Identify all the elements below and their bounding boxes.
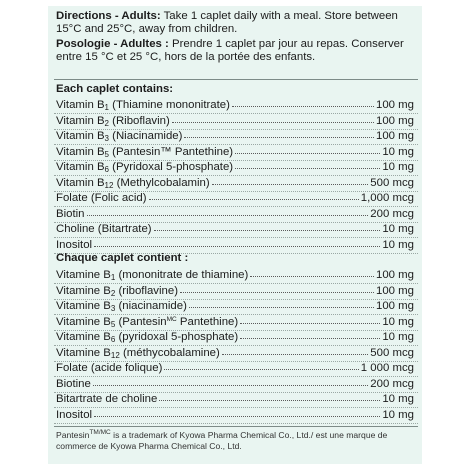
nutrient-row (56, 299, 414, 314)
nutrient-name: Vitamine $B_6$ (pyridoxal 5-phosphate) (56, 331, 239, 344)
dot-leader (154, 221, 381, 231)
nutrient-amount: 100 mg (376, 114, 414, 127)
nutrient-amount: 200 mcg (370, 377, 414, 390)
nutrient-amount: 200 mcg (370, 207, 414, 220)
footer-divider (54, 426, 418, 427)
directions-french (56, 38, 416, 64)
nutrient-row (56, 114, 414, 129)
nutrient-name: Inositol (56, 408, 93, 421)
nutrient-amount: 10 mg (382, 315, 414, 328)
dot-leader (93, 376, 368, 386)
directions-french-label: Posologie - Adultes : (56, 38, 169, 50)
nutrient-name: Bitartrate de choline (56, 393, 158, 405)
nutrient-amount: 10 mg (382, 408, 414, 421)
nutrient-name: Vitamine $B_5$ (Pantesin$^{MC}$ Pantethine) (56, 315, 239, 329)
dot-leader (232, 97, 374, 107)
nutrient-row (56, 238, 414, 253)
dot-leader (240, 314, 380, 324)
directions-english-label: Directions - Adults: (56, 10, 161, 22)
dot-leader (189, 298, 374, 308)
nutrient-name: Vitamin $B_5$ (Pantesin™ Pantethine) (56, 145, 234, 159)
dot-leader (235, 159, 380, 169)
nutrient-amount: 1,000 mcg (360, 192, 414, 204)
trademark-text: is a trademark of Kyowa Pharma Chemical Co., Ltd./ est une marque de commerce de Kyowa Pharma Chemical Co., Ltd. (56, 430, 388, 451)
english-contents-heading: Each caplet contains: (56, 83, 174, 95)
dot-leader (180, 283, 374, 293)
nutrient-amount: 10 mg (382, 223, 414, 235)
dot-leader (159, 391, 380, 401)
directions-english (56, 10, 416, 36)
trademark-sup: TM/MC (89, 429, 111, 436)
nutrient-amount: 10 mg (382, 145, 414, 158)
nutrient-row (56, 268, 414, 283)
nutrient-amount: 500 mcg (370, 176, 414, 189)
nutrient-amount: 100 mg (376, 130, 414, 142)
trademark-brand: Pantesin (56, 430, 90, 440)
nutrient-row (56, 145, 414, 160)
nutrient-name: Folate (acide folique) (56, 362, 163, 374)
nutrient-name: Biotin (56, 207, 85, 220)
nutrient-name: Vitamine $B_1$ (mononitrate de thiamine) (56, 269, 249, 282)
french-contents-heading: Chaque caplet contient : (56, 252, 189, 264)
nutrient-row (56, 98, 414, 113)
nutrient-row (56, 160, 414, 175)
dot-leader (235, 144, 380, 154)
nutrient-name: Vitamine $B_2$ (riboflavine) (56, 284, 178, 298)
dot-leader (222, 345, 368, 355)
nutrient-row (56, 284, 414, 299)
nutrient-name: Folate (Folic acid) (56, 192, 147, 204)
nutrient-amount: 10 mg (382, 331, 414, 343)
dot-leader (240, 329, 380, 339)
nutrient-name: Vitamin $B_2$ (Riboflavin) (56, 114, 170, 128)
nutrient-amount: 10 mg (382, 161, 414, 173)
nutrient-row (56, 392, 414, 407)
nutrient-amount: 500 mcg (370, 346, 414, 359)
nutrient-name: Vitamine $B_{12}$ (méthycobalamine) (56, 346, 220, 360)
nutrient-amount: 100 mg (376, 284, 414, 297)
nutrient-row (56, 191, 414, 206)
nutrient-name: Choline (Bitartrate) (56, 223, 152, 235)
dot-leader (164, 360, 358, 370)
nutrient-amount: 100 mg (376, 300, 414, 312)
directions-block (56, 10, 416, 66)
nutrient-amount: 1 000 mcg (360, 362, 414, 374)
dot-leader (184, 128, 374, 138)
nutrient-row (56, 408, 414, 423)
nutrient-row (56, 377, 414, 392)
nutrient-row (56, 207, 414, 222)
nutrient-amount: 10 mg (382, 393, 414, 405)
nutrient-row (56, 129, 414, 144)
trademark-footnote (56, 430, 418, 452)
nutrient-amount: 100 mg (376, 269, 414, 281)
row-separator (54, 423, 418, 424)
section-divider (54, 79, 418, 80)
dot-leader (94, 237, 380, 247)
nutrient-amount: 10 mg (382, 238, 414, 251)
nutrient-name: Vitamine $B_3$ (niacinamide) (56, 300, 187, 313)
dot-leader (94, 407, 380, 417)
nutrient-row (56, 176, 414, 191)
nutrient-row (56, 346, 414, 361)
nutrient-row (56, 361, 414, 376)
nutrient-name: Vitamin $B_{12}$ (Methylcobalamin) (56, 176, 210, 190)
dot-leader (87, 206, 369, 216)
nutrient-row (56, 330, 414, 345)
nutrient-row (56, 315, 414, 330)
nutrient-amount: 100 mg (376, 99, 414, 111)
nutrient-name: Vitamin $B_1$ (Thiamine mononitrate) (56, 99, 230, 112)
directions-english-text: Take 1 caplet daily with a meal. Store between 15°C and 25°C, away from children. (56, 10, 398, 35)
nutrient-row (56, 222, 414, 237)
nutrient-name: Biotine (56, 377, 91, 390)
nutrient-name: Vitamin $B_3$ (Niacinamide) (56, 130, 183, 143)
directions-french-text: Prendre 1 caplet par jour au repas. Conserver entre 15 °C et 25 °C, hors de la portée des enfants. (56, 38, 404, 63)
nutrient-name: Vitamin $B_6$ (Pyridoxal 5-phosphate) (56, 161, 234, 174)
nutrient-name: Inositol (56, 238, 93, 251)
dot-leader (250, 267, 374, 277)
dot-leader (212, 175, 369, 185)
dot-leader (149, 190, 359, 200)
dot-leader (172, 113, 374, 123)
